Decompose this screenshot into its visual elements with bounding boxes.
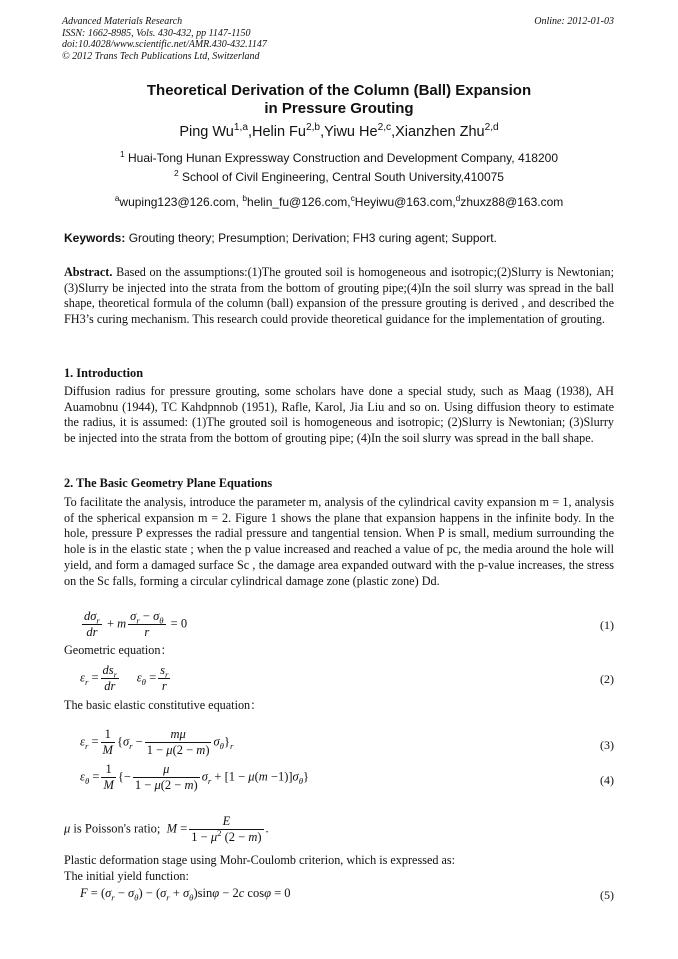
author-name: Ping Wu	[179, 124, 234, 140]
keywords	[64, 231, 616, 245]
affiliation-2: $^2$ School of Civil Engineering, Central South University,410075	[174, 168, 504, 184]
author-sup: 2,c	[377, 122, 392, 134]
online-date: Online: 2012-01-03	[534, 16, 614, 27]
abstract-text: Based on the assumptions:(1)The grouted soil is homogeneous and isotropic;(2)Slurry is Newtonian;(3)Slurry be injected into the strata from the bottom of grouting pipe;(4)In the soil slurry was spread in the ball shape, theoretical formula of the column (ball) expansion of the pressure grouting is derived , and described the FH3’s curing mechanism. This research could provide theoretical guidance for the implementation of grouting.	[64, 265, 614, 327]
elastic-equation-label: The basic elastic constitutive equation：	[64, 698, 263, 712]
journal-issn: ISSN: 1662-8985, Vols. 430-432, pp 1147-1150	[62, 27, 251, 39]
author-list: Ping Wu$^{1,a}$,Helin Fu$^{2,b}$,Yiwu He$^{2,c}$,Xianzhen Zhu$^{2,d}$	[179, 122, 499, 140]
journal-header	[62, 16, 267, 62]
equation-3-number: (3)	[600, 738, 614, 752]
equation-2: $\varepsilon_r$ = $\frac{ds_r}{dr}$ $\varepsilon_\theta$ = $\frac{s_r}{r}$	[80, 663, 169, 693]
journal-name: Advanced Materials Research	[62, 16, 183, 27]
poisson-definition: μ is Poisson's ratio; M = $\frac{E}{1 - \mu^2 (2 - m)}$ .	[64, 814, 269, 844]
poisson-text: is Poisson's ratio;	[70, 821, 161, 836]
equation-5-number: (5)	[600, 888, 614, 902]
yield-function-label: The initial yield function:	[64, 869, 189, 883]
author-name: Yiwu He	[324, 124, 378, 140]
paper-title-line-2: in Pressure Grouting	[264, 100, 414, 117]
author-name: Helin Fu	[251, 124, 306, 140]
journal-doi: doi:10.4028/www.scientific.net/AMR.430-432.1147	[62, 39, 267, 50]
abstract	[64, 265, 614, 328]
section-2-text: To facilitate the analysis, introduce the parameter m, analysis of the cylindrical cavity expansion m = 1, analysis of the spherical expansion m = 2. Figure 1 shows the plane that expansion happens in the infinite body. In the hole, pressure P expresses the radial pressure and tangential tension. When P is small, medium surrounding the hole is in the elastic state ; when the p value increased and reached a value of pc, the media around the hole will yield, and form a damaged surface Sc , the damage area expanded outward with the p-value increases, the stress on the Sc falls, forming a circular cylindrical damage zone (plastic zone) Dd.	[64, 495, 614, 588]
journal-copyright: © 2012 Trans Tech Publications Ltd, Switzerland	[62, 50, 260, 62]
equation-5: $F = (\sigma_r - \sigma_\theta) - (\sigma_r + \sigma_\theta)\sin\varphi - 2c$ cosφ = 0	[80, 886, 291, 903]
email-list: $^a$wuping123@126.com, $^b$helin_fu@126.com,$^c$Heyiwu@163.com,$^d$zhuxz88@163.com	[114, 193, 564, 209]
equation-1: $\frac{d\sigma_r}{dr}$ + m $\frac{\sigma_r - \sigma_\theta}{r}$ = 0	[84, 609, 188, 639]
equation-2-number: (2)	[600, 672, 614, 686]
geometric-equation-label: Geometric equation：	[64, 643, 173, 657]
abstract-label: Abstract.	[64, 265, 113, 279]
section-1-heading: 1. Introduction	[64, 366, 144, 380]
author-sup: 1,a	[233, 122, 248, 134]
section-2-heading: 2. The Basic Geometry Plane Equations	[64, 476, 273, 490]
section-1-text: Diffusion radius for pressure grouting, some scholars have done a special study, such as Maag (1938), AH Auamobnu (1944), TC Kahdpnnob (1951), Rafle, Karol, Jia Liu and so on. Using diffusion theory to estimate the radius, it is assumed: (1)The grouted soil is homogeneous and isotropic; (2)Slurry is Newtonian; (3)Slurry be injected into the strata from the bottom of grouting pipe; (4)In the soil slurry was spread in the ball shape.	[64, 384, 614, 446]
keywords-label: Keywords:	[64, 231, 126, 245]
author-sup: 2,d	[484, 122, 499, 134]
equation-4-number: (4)	[600, 773, 614, 787]
keywords-text: Grouting theory; Presumption; Derivation; FH3 curing agent; Support.	[125, 231, 497, 245]
author-sup: 2,b	[305, 122, 321, 134]
paper-title-line-1: Theoretical Derivation of the Column (Ball) Expansion	[146, 82, 532, 99]
author-name: Xianzhen Zhu	[395, 124, 485, 140]
equation-4: $\varepsilon_\theta$ = $\frac{1}{M}$ {− $\frac{\mu}{1 - \mu(2 - m)}$ $\sigma_r + [1 - \mu(m -1)]\sigma_\theta$}	[80, 762, 309, 792]
equation-3: $\varepsilon_r$ = $\frac{1}{M}$ {$\sigma_r$ − $\frac{m\mu}{1 - \mu(2 - m)}$ $\sigma_\theta\}_r$	[80, 727, 234, 757]
affiliation-1: $^1$ Huai-Tong Hunan Expressway Construction and Development Company, 418200	[119, 149, 559, 165]
plastic-stage-label: Plastic deformation stage using Mohr-Coulomb criterion, which is expressed as:	[64, 853, 456, 867]
equation-1-number: (1)	[600, 618, 614, 632]
